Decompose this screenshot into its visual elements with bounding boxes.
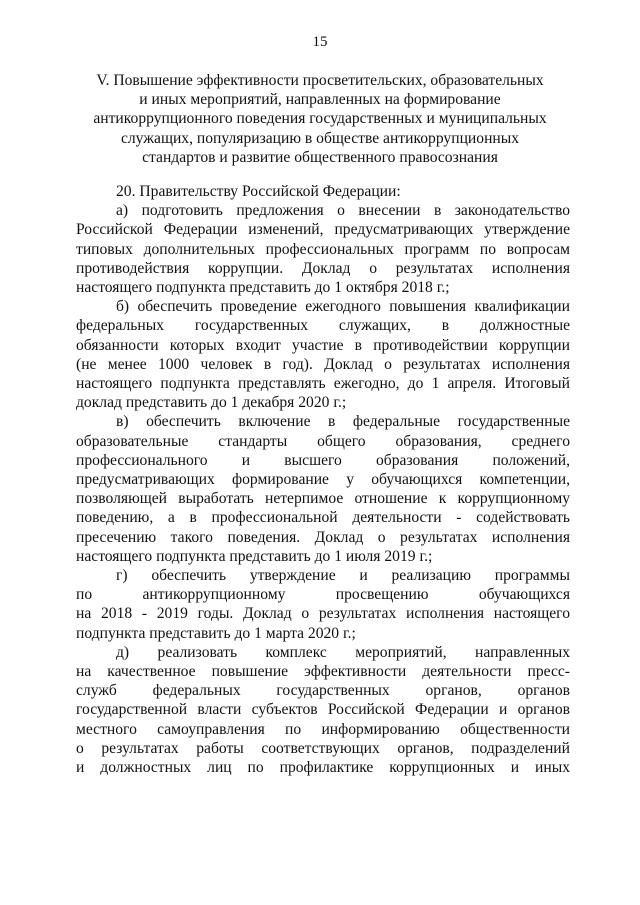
page-number: 15: [312, 34, 328, 50]
section-title-line: стандартов и развитие общественного правосознания: [142, 148, 498, 166]
text-line: (не менее 1000 человек в год). Доклад о результатах исполнения: [76, 355, 570, 373]
text-line: доклад представить до 1 декабря 2020 г.;: [76, 394, 347, 412]
section-title-line: антикоррупционного поведения государственных и муниципальных: [93, 110, 547, 128]
section-title: [60, 71, 580, 167]
text-line: служб федеральных государственных органов, органов: [76, 682, 570, 700]
text-line: по антикоррупционному просвещению обучающихся: [76, 586, 570, 604]
paragraph-a: [76, 201, 570, 297]
text-line: о результатах работы соответствующих органов, подразделений: [76, 739, 570, 757]
text-line: в) обеспечить включение в федеральные государственные: [116, 413, 570, 431]
paragraph-b: [76, 297, 570, 412]
text-line: позволяющей выработать нетерпимое отношение к коррупционному: [76, 490, 570, 508]
item-20-heading: [76, 182, 570, 201]
text-line: г) обеспечить утверждение и реализацию программы: [116, 567, 570, 585]
text-line: государственной власти субъектов Российской Федерации и органов: [76, 701, 570, 719]
text-line: поведению, а в профессиональной деятельности - содействовать: [76, 509, 570, 527]
section-title-line: V. Повышение эффективности просветительских, образовательных: [96, 72, 544, 89]
text-line: на 2018 - 2019 годы. Доклад о результатах исполнения настоящего: [76, 605, 570, 623]
text-line: 20. Правительству Российской Федерации:: [116, 183, 401, 200]
text-line: профессионального и высшего образования положений,: [76, 451, 570, 469]
text-line: б) обеспечить проведение ежегодного повышения квалификации: [116, 298, 570, 316]
text-line: подпункта представить до 1 марта 2020 г.;: [76, 624, 356, 642]
paragraph-d: [76, 643, 570, 777]
section-title-line: служащих, популяризацию в обществе антикоррупционных: [120, 129, 520, 147]
text-line: настоящего подпункта представлять ежегодно, до 1 апреля. Итоговый: [76, 375, 570, 393]
paragraph-g: [76, 566, 570, 643]
text-line: Российской Федерации изменений, предусматривающих утверждение: [76, 221, 570, 239]
text-line: и должностных лиц по профилактике коррупционных и иных: [76, 759, 570, 777]
text-line: федеральных государственных служащих, в должностные: [76, 317, 570, 335]
text-line: местного самоуправления по информированию общественности: [76, 720, 570, 738]
text-line: предусматривающих формирование у обучающихся компетенции,: [76, 471, 570, 489]
paragraph-v: [76, 412, 570, 566]
text-line: пресечению такого поведения. Доклад о результатах исполнения: [76, 528, 570, 546]
text-line: типовых дополнительных профессиональных программ по вопросам: [76, 240, 570, 258]
text-line: настоящего подпункта представить до 1 июля 2019 г.;: [76, 547, 433, 565]
text-line: д) реализовать комплекс мероприятий, направленных: [116, 643, 570, 661]
text-line: противодействия коррупции. Доклад о результатах исполнения: [76, 259, 570, 277]
document-body: [76, 182, 570, 777]
text-line: обязанности которых входит участие в противодействии коррупции: [76, 336, 570, 354]
text-line: на качественное повышение эффективности деятельности пресс-: [76, 663, 570, 681]
text-line: образовательные стандарты общего образования, среднего: [76, 432, 570, 450]
text-line: настоящего подпункта представить до 1 октября 2018 г.;: [76, 279, 450, 297]
section-title-line: и иных мероприятий, направленных на формирование: [139, 91, 501, 109]
text-line: а) подготовить предложения о внесении в законодательство: [116, 202, 570, 220]
